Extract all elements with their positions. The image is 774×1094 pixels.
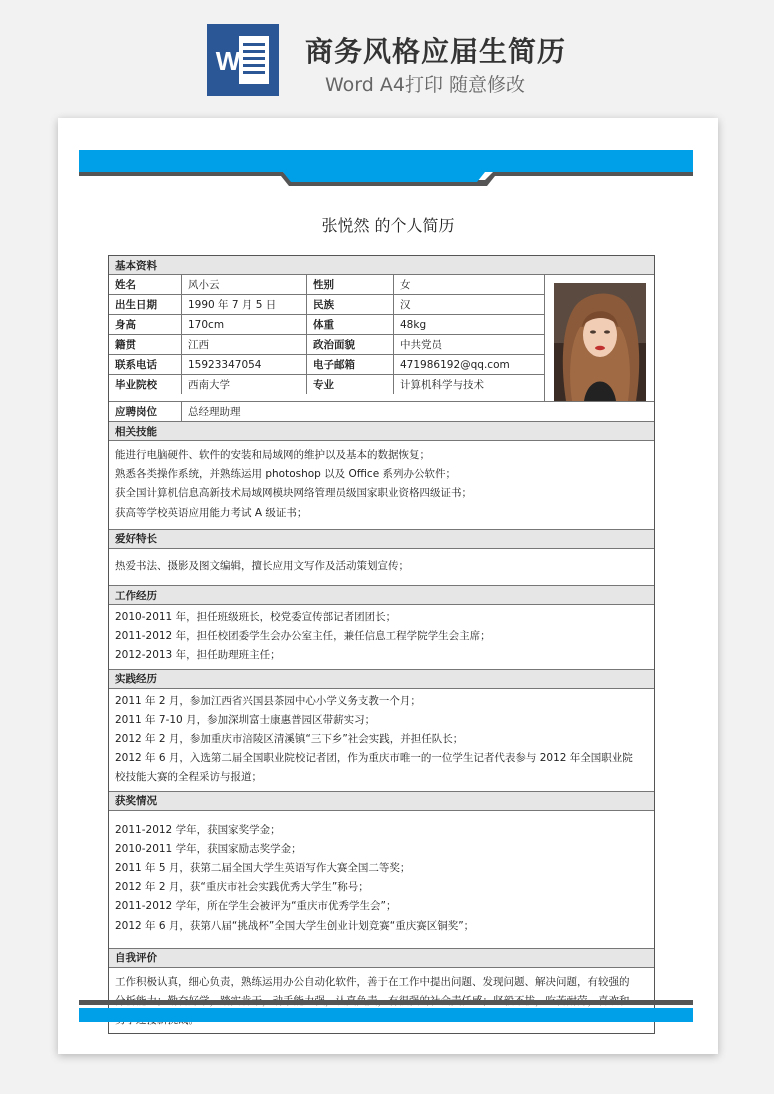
section-skills-body: [109, 441, 654, 530]
section-work-header: [109, 586, 654, 605]
section-title: 基本资料: [115, 259, 157, 272]
info-value: 471986192@qq.com: [400, 358, 510, 371]
text-line: 校技能大赛的全程采访与报道；: [115, 771, 262, 784]
word-icon-letter: W: [215, 46, 241, 76]
section-hobbies-body: [109, 549, 654, 586]
text-line: 获全国计算机信息高新技术局域网模块网络管理员级国家职业资格四级证书；: [115, 487, 472, 500]
top-decor-band: [79, 150, 693, 190]
info-value: 15923347054: [182, 355, 307, 374]
info-value: 48kg: [400, 318, 427, 331]
section-hobbies-header: [109, 530, 654, 549]
section-title: 工作经历: [115, 589, 157, 602]
text-line: 2011 年 2 月，参加江西省兴国县茶园中心小学义务支教一个月；: [115, 694, 421, 707]
section-awards-body: [109, 811, 654, 949]
section-title: 实践经历: [115, 673, 157, 686]
banner-title: 商务风格应届生简历: [305, 35, 567, 68]
resume-page: [58, 118, 718, 1054]
text-line: 热爱书法、摄影及图文编辑，擅长应用文写作及活动策划宣传；: [115, 559, 409, 572]
info-value: 中共党员: [400, 339, 442, 351]
info-label: 民族: [307, 295, 394, 314]
banner-subtitle: Word A4打印 随意修改: [325, 74, 526, 96]
info-row: [109, 275, 544, 295]
info-row: [109, 335, 544, 355]
info-label: 联系电话: [109, 355, 182, 374]
text-line: 能进行电脑硬件、软件的安装和局域网的维护以及基本的数据恢复；: [115, 449, 430, 461]
info-label: 应聘岗位: [109, 402, 182, 421]
section-work-body: [109, 605, 654, 670]
text-line: 2012 年 6 月，入选第二届全国职业院校记者团，作为重庆市唯一的一位学生记者代表参与 2012 年全国职业院: [115, 752, 633, 765]
section-basic-header: [109, 256, 654, 275]
info-row-position: [109, 402, 654, 422]
info-label: 籍贯: [109, 335, 182, 354]
info-label: 身高: [109, 315, 182, 334]
section-title: 相关技能: [115, 425, 157, 438]
info-label: 毕业院校: [109, 375, 182, 394]
promo-banner: [0, 0, 774, 110]
info-row: [109, 355, 544, 375]
text-line: 2011 年 5 月，获第二届全国大学生英语写作大赛全国二等奖；: [115, 862, 411, 875]
text-line: 2011-2012 年，担任校团委学生会办公室主任，兼任信息工程学院学生会主席；: [115, 630, 491, 643]
text-line: 2010-2011 学年，获国家励志奖学金；: [115, 842, 302, 855]
info-label: 出生日期: [109, 295, 182, 314]
info-value: 计算机科学与技术: [400, 379, 484, 391]
text-line: 熟悉各类操作系统，并熟练运用 photoshop 以及 Office 系列办公软件；: [115, 468, 456, 481]
info-label: 体重: [307, 315, 394, 334]
info-label: 电子邮箱: [307, 355, 394, 374]
info-value: 女: [400, 279, 411, 291]
info-value: 风小云: [182, 275, 307, 294]
section-self-header: [109, 949, 654, 968]
section-practice-header: [109, 670, 654, 689]
word-document-icon: [207, 24, 279, 96]
info-value: 170cm: [182, 315, 307, 334]
section-title: 爱好特长: [115, 533, 157, 546]
photo-cell: [545, 275, 654, 401]
text-line: 2011 年 7-10 月，参加深圳富士康惠普园区带薪实习；: [115, 713, 376, 726]
info-row: [109, 375, 544, 394]
section-title: 获奖情况: [115, 795, 157, 808]
text-line: 2012 年 2 月，获“重庆市社会实践优秀大学生”称号；: [115, 881, 369, 894]
bottom-decor-band: [79, 1000, 693, 1022]
info-label: 性别: [307, 275, 394, 294]
info-row: [109, 315, 544, 335]
section-practice-body: [109, 689, 654, 792]
section-awards-header: [109, 792, 654, 811]
info-value: 汉: [400, 299, 411, 311]
text-line: 2011-2012 学年，获国家奖学金；: [115, 823, 281, 836]
info-value: 西南大学: [182, 375, 307, 394]
section-title: 自我评价: [115, 952, 157, 965]
text-line: 2012-2013 年，担任助理班主任；: [115, 649, 281, 662]
text-line: 获高等学校英语应用能力考试 A 级证书；: [115, 506, 308, 519]
resume-title: 张悦然 的个人简历: [321, 216, 455, 235]
info-value: 总经理助理: [188, 406, 241, 418]
text-line: 2010-2011 年，担任班级班长，校党委宣传部记者团团长；: [115, 611, 397, 624]
text-line: 2012 年 2 月，参加重庆市涪陵区清溪镇“三下乡”社会实践，并担任队长；: [115, 733, 464, 746]
info-label: 政治面貌: [307, 335, 394, 354]
text-line: 工作积极认真，细心负责，熟练运用办公自动化软件，善于在工作中提出问题、发现问题、解决问题，有较强的: [115, 975, 630, 988]
section-skills-header: [109, 422, 654, 441]
info-row: [109, 295, 544, 315]
basic-info-block: [109, 275, 654, 402]
text-line: 2012 年 6 月，获第八届“挑战杯”全国大学生创业计划竞赛“重庆赛区铜奖”；: [115, 919, 475, 932]
resume-table: [108, 255, 655, 1034]
profile-photo: [554, 283, 646, 401]
info-value: 1990 年 7 月 5 日: [182, 295, 307, 314]
text-line: 2011-2012 学年，所在学生会被评为“重庆市优秀学生会”；: [115, 900, 397, 913]
info-label: 专业: [307, 375, 394, 394]
info-label: 姓名: [109, 275, 182, 294]
info-value: 江西: [182, 335, 307, 354]
